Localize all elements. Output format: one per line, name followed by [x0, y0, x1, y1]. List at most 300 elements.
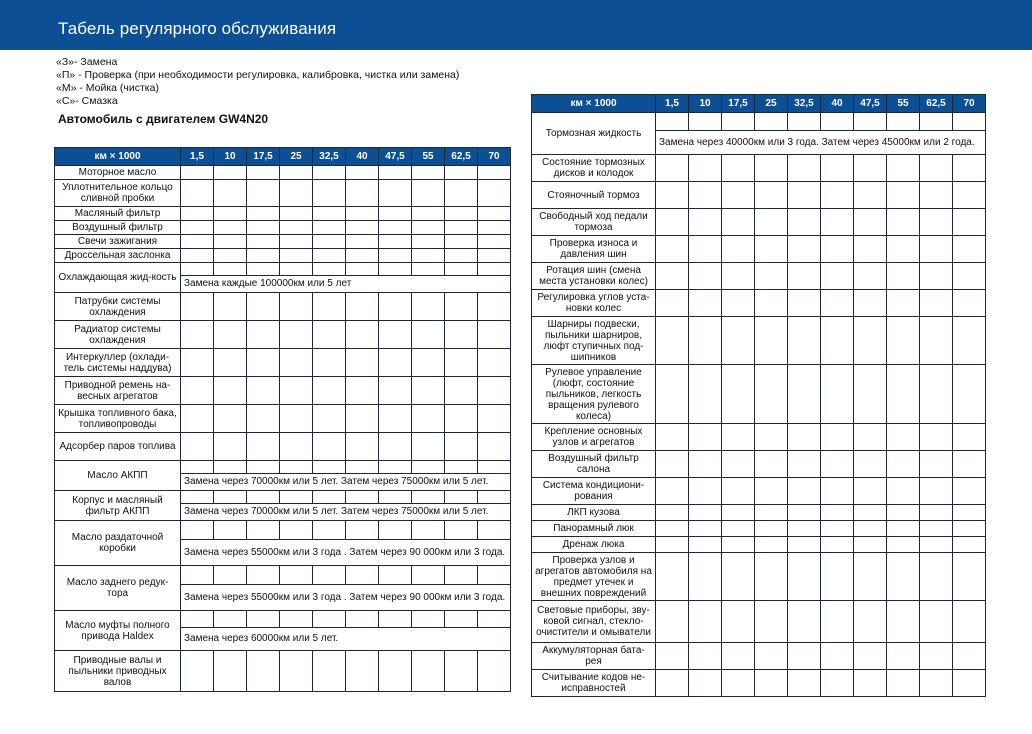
service-item-name: Свечи зажигания	[55, 235, 181, 249]
left-maintenance-table	[54, 147, 511, 692]
service-item-name: Дренаж люка	[532, 537, 656, 553]
service-item-name: Воздушный фильтр	[55, 221, 181, 235]
schedule-cell	[247, 566, 280, 585]
table-row	[55, 461, 511, 474]
schedule-cell	[412, 651, 445, 692]
schedule-cell	[313, 433, 346, 461]
schedule-cell	[788, 505, 821, 521]
replacement-note: Замена через 60000км или 5 лет.	[181, 628, 511, 651]
schedule-cell	[181, 349, 214, 377]
schedule-cell	[280, 566, 313, 585]
schedule-cell	[445, 433, 478, 461]
schedule-cell	[854, 601, 887, 643]
schedule-cell	[722, 113, 755, 131]
schedule-cell	[247, 405, 280, 433]
schedule-cell	[247, 349, 280, 377]
table-row	[55, 263, 511, 276]
service-item-name: Дроссельная заслонка	[55, 249, 181, 263]
schedule-cell	[755, 209, 788, 236]
schedule-cell	[887, 209, 920, 236]
schedule-cell	[181, 249, 214, 263]
service-item-name: ЛКП кузова	[532, 505, 656, 521]
schedule-cell	[214, 321, 247, 349]
table-row	[532, 451, 986, 478]
schedule-cell	[821, 601, 854, 643]
schedule-cell	[247, 461, 280, 474]
schedule-cell	[854, 670, 887, 697]
schedule-cell	[656, 643, 689, 670]
table-row	[532, 365, 986, 424]
legend-item-wash: «М» - Мойка (чистка)	[56, 82, 159, 94]
schedule-cell	[346, 491, 379, 504]
schedule-cell	[854, 263, 887, 290]
schedule-cell	[412, 405, 445, 433]
km-header-cell: 55	[412, 148, 445, 166]
schedule-cell	[379, 249, 412, 263]
schedule-cell	[821, 670, 854, 697]
table-row	[532, 182, 986, 209]
replacement-note: Замена каждые 100000км или 5 лет	[181, 276, 511, 293]
schedule-cell	[920, 263, 953, 290]
schedule-cell	[379, 349, 412, 377]
schedule-cell	[821, 290, 854, 317]
km-header-cell: 10	[214, 148, 247, 166]
schedule-cell	[247, 651, 280, 692]
service-item-name: Панорамный люк	[532, 521, 656, 537]
schedule-cell	[181, 180, 214, 207]
schedule-cell	[478, 651, 511, 692]
schedule-cell	[280, 321, 313, 349]
schedule-cell	[379, 221, 412, 235]
schedule-cell	[412, 180, 445, 207]
km-header-cell: 47,5	[854, 95, 887, 113]
schedule-cell	[313, 405, 346, 433]
table-row	[532, 209, 986, 236]
km-header-cell: 70	[953, 95, 986, 113]
service-item-name: Моторное масло	[55, 166, 181, 180]
schedule-cell	[379, 377, 412, 405]
schedule-cell	[689, 113, 722, 131]
schedule-cell	[920, 521, 953, 537]
schedule-cell	[247, 433, 280, 461]
table-row	[55, 166, 511, 180]
schedule-cell	[755, 521, 788, 537]
service-item-name: Масло АКПП	[55, 461, 181, 491]
schedule-cell	[346, 461, 379, 474]
km-column-header: км × 1000	[532, 95, 656, 113]
schedule-cell	[920, 182, 953, 209]
schedule-cell	[788, 236, 821, 263]
table-row	[532, 537, 986, 553]
schedule-cell	[953, 424, 986, 451]
schedule-cell	[821, 263, 854, 290]
schedule-cell	[656, 521, 689, 537]
schedule-cell	[313, 349, 346, 377]
schedule-cell	[854, 209, 887, 236]
schedule-cell	[247, 521, 280, 540]
schedule-cell	[313, 221, 346, 235]
service-item-name: Масло муфты полного привода Haldex	[55, 611, 181, 651]
schedule-cell	[722, 365, 755, 424]
schedule-cell	[214, 207, 247, 221]
schedule-cell	[722, 478, 755, 505]
schedule-cell	[722, 537, 755, 553]
schedule-cell	[854, 505, 887, 521]
schedule-cell	[379, 235, 412, 249]
schedule-cell	[379, 461, 412, 474]
schedule-cell	[689, 521, 722, 537]
schedule-cell	[887, 113, 920, 131]
schedule-cell	[412, 491, 445, 504]
schedule-cell	[854, 553, 887, 601]
service-item-name: Система кондициони-рования	[532, 478, 656, 505]
schedule-cell	[722, 317, 755, 365]
km-column-header: км × 1000	[55, 148, 181, 166]
table-row	[532, 236, 986, 263]
schedule-cell	[953, 505, 986, 521]
table-row	[532, 601, 986, 643]
schedule-cell	[445, 611, 478, 628]
schedule-cell	[722, 553, 755, 601]
schedule-cell	[689, 643, 722, 670]
schedule-cell	[920, 236, 953, 263]
schedule-cell	[313, 180, 346, 207]
schedule-cell	[887, 155, 920, 182]
schedule-cell	[280, 433, 313, 461]
schedule-cell	[656, 317, 689, 365]
schedule-cell	[214, 566, 247, 585]
schedule-cell	[247, 249, 280, 263]
schedule-cell	[214, 166, 247, 180]
service-item-name: Приводной ремень на-весных агрегатов	[55, 377, 181, 405]
table-row	[532, 521, 986, 537]
schedule-cell	[280, 521, 313, 540]
schedule-cell	[445, 461, 478, 474]
service-item-name: Состояние тормозных дисков и колодок	[532, 155, 656, 182]
schedule-cell	[478, 349, 511, 377]
schedule-cell	[478, 377, 511, 405]
schedule-cell	[280, 207, 313, 221]
table-row	[55, 221, 511, 235]
service-item-name: Аккумуляторная бата-рея	[532, 643, 656, 670]
schedule-cell	[247, 207, 280, 221]
table-row	[55, 249, 511, 263]
schedule-cell	[755, 505, 788, 521]
schedule-cell	[755, 182, 788, 209]
schedule-cell	[656, 290, 689, 317]
replacement-note: Замена через 70000км или 5 лет. Затем через 75000км или 5 лет.	[181, 504, 511, 521]
schedule-cell	[755, 290, 788, 317]
schedule-cell	[346, 566, 379, 585]
schedule-cell	[181, 235, 214, 249]
schedule-cell	[214, 491, 247, 504]
service-item-name: Уплотнительное кольцо сливной пробки	[55, 180, 181, 207]
right-maintenance-table	[531, 94, 986, 697]
schedule-cell	[920, 113, 953, 131]
schedule-cell	[247, 377, 280, 405]
schedule-cell	[920, 505, 953, 521]
km-header-cell: 40	[346, 148, 379, 166]
schedule-cell	[214, 461, 247, 474]
schedule-cell	[280, 611, 313, 628]
schedule-cell	[346, 235, 379, 249]
table-row	[532, 317, 986, 365]
schedule-cell	[953, 553, 986, 601]
schedule-cell	[755, 317, 788, 365]
schedule-cell	[887, 317, 920, 365]
km-header-cell: 25	[280, 148, 313, 166]
schedule-cell	[788, 643, 821, 670]
schedule-cell	[379, 491, 412, 504]
schedule-cell	[214, 405, 247, 433]
schedule-cell	[214, 235, 247, 249]
schedule-cell	[313, 235, 346, 249]
schedule-cell	[953, 365, 986, 424]
schedule-cell	[920, 209, 953, 236]
replacement-note: Замена через 70000км или 5 лет. Затем через 75000км или 5 лет.	[181, 474, 511, 491]
service-item-name: Радиатор системы охлаждения	[55, 321, 181, 349]
legend-item-lubricate: «С»- Смазка	[56, 95, 118, 107]
schedule-cell	[722, 521, 755, 537]
schedule-cell	[821, 537, 854, 553]
schedule-cell	[379, 651, 412, 692]
schedule-cell	[379, 293, 412, 321]
schedule-cell	[656, 553, 689, 601]
schedule-cell	[656, 424, 689, 451]
schedule-cell	[887, 236, 920, 263]
replacement-note: Замена через 55000км или 3 года . Затем через 90 000км или 3 года.	[181, 540, 511, 566]
schedule-cell	[722, 263, 755, 290]
schedule-cell	[478, 293, 511, 321]
table-row	[532, 478, 986, 505]
schedule-cell	[722, 290, 755, 317]
schedule-cell	[887, 365, 920, 424]
schedule-cell	[755, 113, 788, 131]
km-header-cell: 17,5	[722, 95, 755, 113]
schedule-cell	[953, 209, 986, 236]
schedule-cell	[478, 491, 511, 504]
schedule-cell	[689, 317, 722, 365]
schedule-cell	[788, 290, 821, 317]
schedule-cell	[478, 249, 511, 263]
schedule-cell	[953, 290, 986, 317]
schedule-cell	[656, 451, 689, 478]
service-item-name: Приводные валы и пыльники приводных валов	[55, 651, 181, 692]
table-row	[532, 263, 986, 290]
schedule-cell	[412, 166, 445, 180]
schedule-cell	[920, 290, 953, 317]
table-row	[55, 405, 511, 433]
schedule-cell	[280, 377, 313, 405]
schedule-cell	[854, 424, 887, 451]
schedule-cell	[445, 405, 478, 433]
schedule-cell	[854, 317, 887, 365]
schedule-cell	[722, 670, 755, 697]
schedule-cell	[346, 249, 379, 263]
schedule-cell	[181, 566, 214, 585]
schedule-cell	[478, 566, 511, 585]
km-header-cell: 17,5	[247, 148, 280, 166]
km-header-cell: 25	[755, 95, 788, 113]
schedule-cell	[953, 451, 986, 478]
schedule-cell	[280, 235, 313, 249]
schedule-cell	[346, 293, 379, 321]
schedule-cell	[953, 601, 986, 643]
schedule-cell	[656, 365, 689, 424]
schedule-cell	[478, 461, 511, 474]
table-row	[532, 505, 986, 521]
schedule-cell	[412, 249, 445, 263]
schedule-cell	[280, 405, 313, 433]
schedule-cell	[656, 236, 689, 263]
table-row	[532, 643, 986, 670]
schedule-cell	[445, 349, 478, 377]
service-item-name: Интеркуллер (охлади-тель системы наддува)	[55, 349, 181, 377]
schedule-cell	[280, 293, 313, 321]
schedule-cell	[379, 521, 412, 540]
schedule-cell	[722, 643, 755, 670]
schedule-cell	[920, 365, 953, 424]
schedule-cell	[722, 505, 755, 521]
schedule-cell	[445, 651, 478, 692]
schedule-cell	[214, 433, 247, 461]
schedule-cell	[656, 209, 689, 236]
schedule-cell	[280, 249, 313, 263]
schedule-cell	[788, 182, 821, 209]
schedule-cell	[689, 424, 722, 451]
schedule-cell	[214, 349, 247, 377]
header-banner	[0, 0, 1032, 50]
schedule-cell	[346, 263, 379, 276]
schedule-cell	[412, 566, 445, 585]
schedule-cell	[920, 670, 953, 697]
schedule-cell	[656, 113, 689, 131]
service-item-name: Рулевое управление (люфт, состояние пыльников, легкость вращения рулевого колеса)	[532, 365, 656, 424]
schedule-cell	[181, 433, 214, 461]
schedule-cell	[412, 263, 445, 276]
schedule-cell	[854, 155, 887, 182]
schedule-cell	[346, 180, 379, 207]
km-header-cell: 55	[887, 95, 920, 113]
schedule-cell	[346, 207, 379, 221]
schedule-cell	[788, 537, 821, 553]
schedule-cell	[887, 670, 920, 697]
schedule-cell	[313, 566, 346, 585]
service-item-name: Свободный ход педали тормоза	[532, 209, 656, 236]
schedule-cell	[821, 553, 854, 601]
schedule-cell	[656, 263, 689, 290]
schedule-cell	[953, 263, 986, 290]
schedule-cell	[722, 236, 755, 263]
table-row	[55, 180, 511, 207]
schedule-cell	[379, 207, 412, 221]
schedule-cell	[280, 263, 313, 276]
schedule-cell	[445, 221, 478, 235]
schedule-cell	[181, 461, 214, 474]
table-row	[55, 491, 511, 504]
table-row	[55, 321, 511, 349]
schedule-cell	[656, 155, 689, 182]
schedule-cell	[920, 451, 953, 478]
schedule-cell	[953, 236, 986, 263]
schedule-cell	[445, 521, 478, 540]
schedule-cell	[821, 155, 854, 182]
legend-item-check: «П» - Проверка (при необходимости регулировка, калибровка, чистка или замена)	[56, 69, 460, 81]
schedule-cell	[755, 263, 788, 290]
schedule-cell	[854, 537, 887, 553]
schedule-cell	[412, 611, 445, 628]
schedule-cell	[412, 461, 445, 474]
schedule-cell	[920, 601, 953, 643]
table-row	[55, 611, 511, 628]
schedule-cell	[788, 553, 821, 601]
schedule-cell	[854, 478, 887, 505]
schedule-cell	[379, 405, 412, 433]
schedule-cell	[920, 478, 953, 505]
schedule-cell	[821, 365, 854, 424]
table-row	[55, 566, 511, 585]
schedule-cell	[247, 166, 280, 180]
table-row	[55, 377, 511, 405]
schedule-cell	[920, 643, 953, 670]
schedule-cell	[854, 113, 887, 131]
schedule-cell	[346, 349, 379, 377]
schedule-cell	[953, 643, 986, 670]
schedule-cell	[247, 180, 280, 207]
schedule-cell	[887, 521, 920, 537]
schedule-cell	[689, 478, 722, 505]
schedule-cell	[821, 182, 854, 209]
schedule-cell	[656, 601, 689, 643]
service-item-name: Патрубки системы охлаждения	[55, 293, 181, 321]
schedule-cell	[346, 521, 379, 540]
table-header-row	[532, 95, 986, 113]
schedule-cell	[313, 461, 346, 474]
schedule-cell	[214, 611, 247, 628]
schedule-cell	[953, 317, 986, 365]
schedule-cell	[181, 521, 214, 540]
schedule-cell	[247, 221, 280, 235]
schedule-cell	[689, 263, 722, 290]
km-header-cell: 10	[689, 95, 722, 113]
schedule-cell	[821, 521, 854, 537]
schedule-cell	[887, 478, 920, 505]
schedule-cell	[313, 491, 346, 504]
table-row	[55, 207, 511, 221]
schedule-cell	[445, 207, 478, 221]
schedule-cell	[788, 209, 821, 236]
service-item-name: Охлаждающая жид-кость	[55, 263, 181, 293]
schedule-cell	[689, 155, 722, 182]
schedule-cell	[788, 263, 821, 290]
table-row	[55, 293, 511, 321]
schedule-cell	[478, 433, 511, 461]
km-header-cell: 1,5	[656, 95, 689, 113]
schedule-cell	[478, 405, 511, 433]
schedule-cell	[689, 601, 722, 643]
schedule-cell	[214, 249, 247, 263]
legend	[56, 56, 459, 108]
schedule-cell	[412, 377, 445, 405]
service-item-name: Масляный фильтр	[55, 207, 181, 221]
table-row	[532, 113, 986, 131]
schedule-cell	[788, 317, 821, 365]
schedule-cell	[887, 505, 920, 521]
schedule-cell	[280, 491, 313, 504]
schedule-cell	[280, 180, 313, 207]
schedule-cell	[755, 601, 788, 643]
schedule-cell	[854, 182, 887, 209]
